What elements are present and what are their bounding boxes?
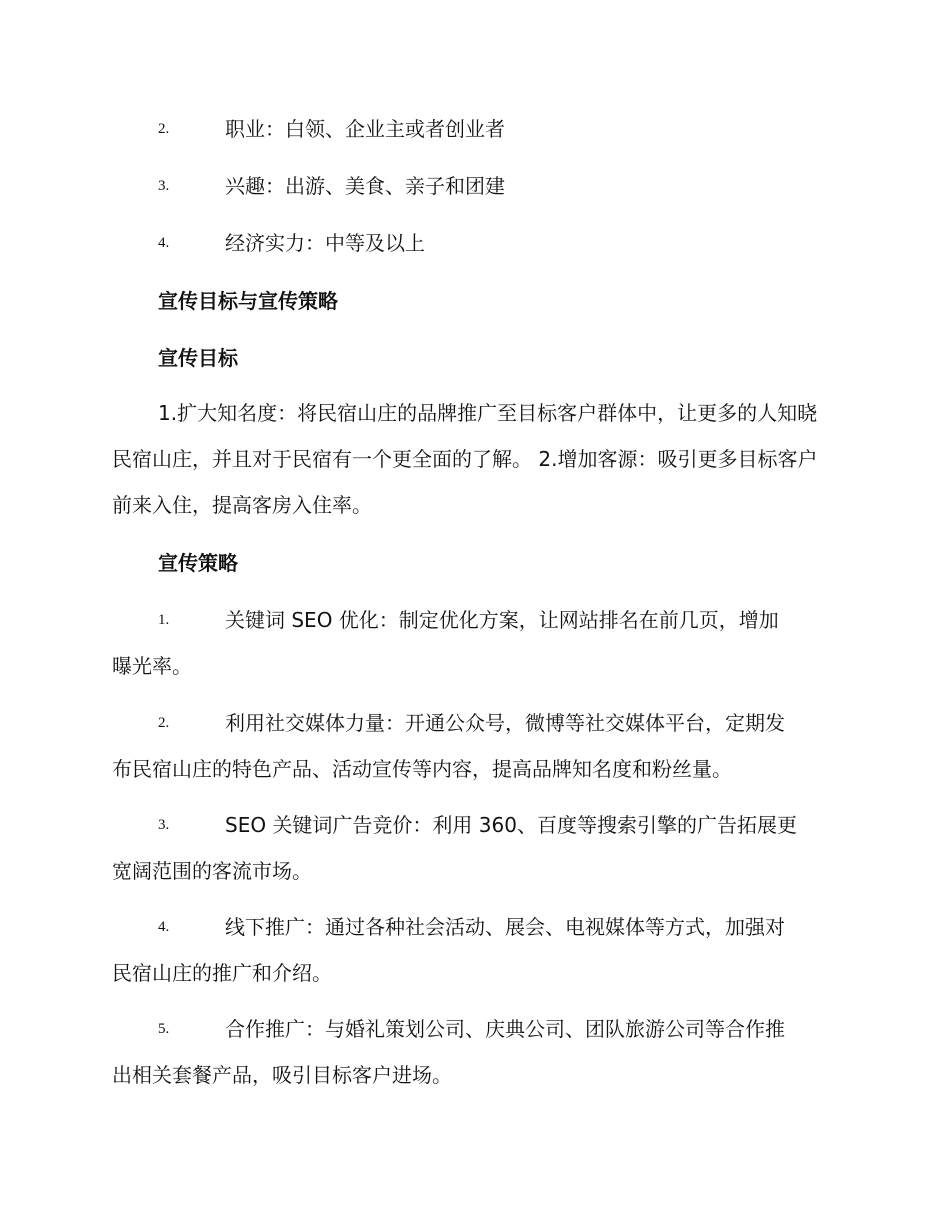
list-item-text-continued: 宽阔范围的客流市场。 (112, 859, 312, 883)
list-item-text: SEO 关键词广告竞价：利用 360、百度等搜索引擎的广告拓展更 (225, 813, 797, 837)
list-number: 3. (158, 817, 170, 833)
strategy-heading: 宣传策略 (158, 551, 238, 575)
audience-list-item (158, 163, 838, 209)
list-item-text: 利用社交媒体力量：开通公众号，微博等社交媒体平台，定期发 (225, 711, 785, 735)
list-item-text: 关键词 SEO 优化：制定优化方案，让网站排名在前几页，增加 (225, 608, 779, 632)
strategy-list-item (112, 802, 834, 894)
list-number: 4. (158, 235, 170, 251)
list-number: 5. (158, 1021, 170, 1037)
strategy-list-item (112, 1006, 834, 1098)
list-item-text-continued: 民宿山庄的推广和介绍。 (112, 961, 332, 985)
list-item-text: 线下推广：通过各种社会活动、展会、电视媒体等方式，加强对 (225, 915, 785, 939)
list-item-text: 经济实力：中等及以上 (225, 231, 425, 255)
audience-list-item (158, 106, 838, 152)
list-item-text: 兴趣：出游、美食、亲子和团建 (225, 174, 505, 198)
list-number: 2. (158, 121, 170, 137)
list-number: 2. (158, 715, 170, 731)
list-item-text-continued: 出相关套餐产品，吸引目标客户进场。 (112, 1063, 452, 1087)
list-item-text: 合作推广：与婚礼策划公司、庆典公司、团队旅游公司等合作推 (225, 1017, 785, 1041)
list-number: 4. (158, 919, 170, 935)
list-item-text-continued: 曝光率。 (112, 654, 192, 678)
strategy-list-item (112, 597, 834, 689)
audience-list-item (158, 220, 838, 266)
section-heading: 宣传目标与宣传策略 (158, 289, 338, 313)
strategy-list-item (112, 700, 834, 792)
goals-heading: 宣传目标 (158, 346, 238, 370)
strategy-list-item (112, 904, 834, 996)
goals-paragraph: 1.扩大知名度：将民宿山庄的品牌推广至目标客户群体中，让更多的人知晓民宿山庄，并且对于民宿有一个更全面的了解。 2.增加客源：吸引更多目标客户前来入住，提高客房入住率。 (112, 401, 818, 517)
list-item-text-continued: 布民宿山庄的特色产品、活动宣传等内容，提高品牌知名度和粉丝量。 (112, 757, 732, 781)
list-number: 1. (158, 612, 170, 628)
list-item-text: 职业：白领、企业主或者创业者 (225, 117, 505, 141)
list-number: 3. (158, 178, 170, 194)
